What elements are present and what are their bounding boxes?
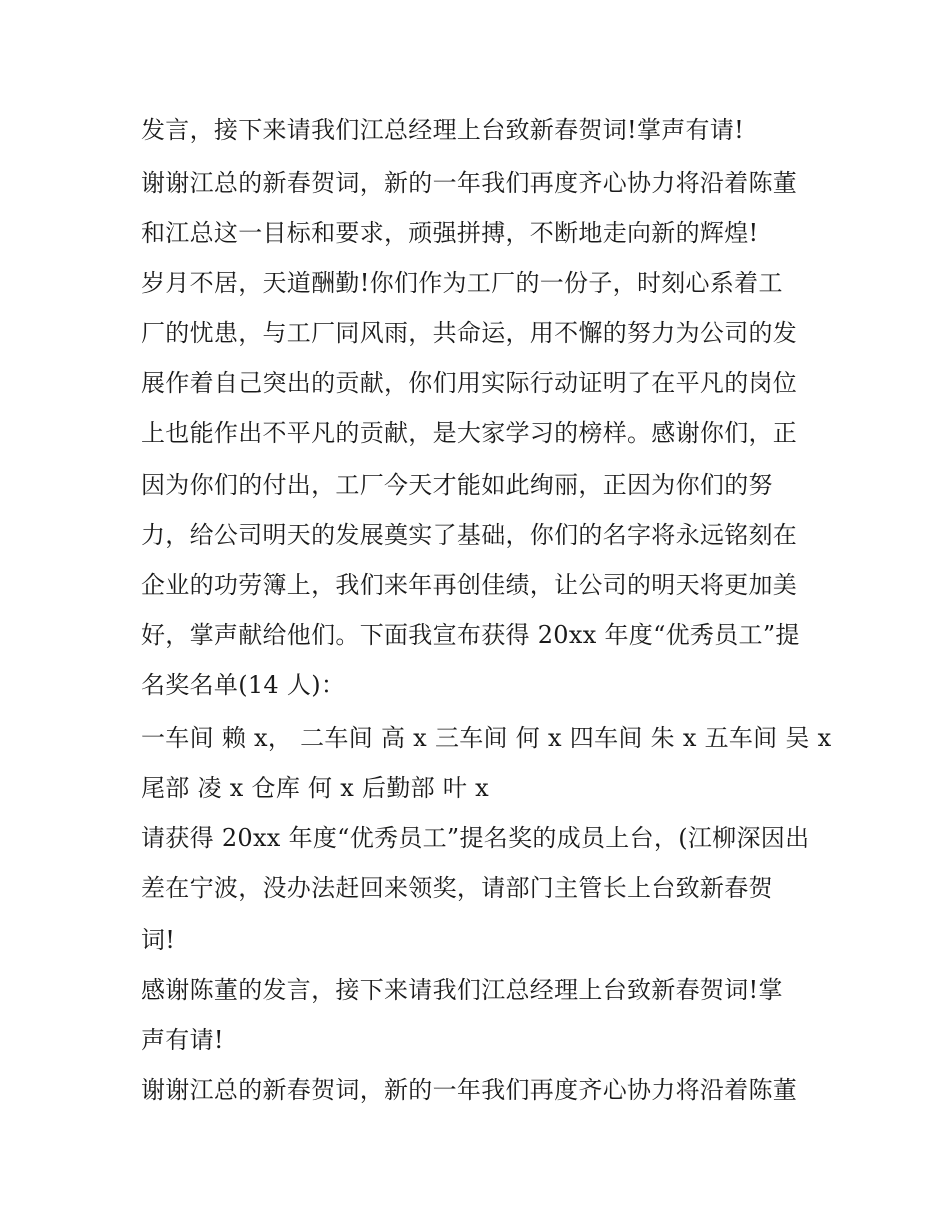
text-line: 上也能作出不平凡的贡献，是大家学习的榜样。感谢你们，正: [141, 419, 798, 447]
text-line: 差在宁波，没办法赶回来领奖，请部门主管长上台致新春贺: [141, 874, 773, 902]
text-line: 好，掌声献给他们。下面我宣布获得 20xx 年度“优秀员工”提: [141, 621, 800, 649]
text-line: 因为你们的付出，工厂今天才能如此绚丽，正因为你们的努: [141, 471, 773, 499]
text-line: 发言，接下来请我们江总经理上台致新春贺词!掌声有请!: [141, 116, 745, 144]
text-line: 词!: [141, 926, 176, 954]
text-line: 展作着自己突出的贡献，你们用实际行动证明了在平凡的岗位: [141, 369, 798, 397]
text-line: 尾部 凌 x 仓库 何 x 后勤部 叶 x: [141, 774, 489, 802]
text-line: 谢谢江总的新春贺词，新的一年我们再度齐心协力将沿着陈董: [141, 1076, 798, 1104]
text-line: 请获得 20xx 年度“优秀员工”提名奖的成员上台，(江柳深因出: [141, 824, 810, 852]
text-line: 谢谢江总的新春贺词，新的一年我们再度齐心协力将沿着陈董: [141, 169, 798, 197]
text-line: 企业的功劳簿上，我们来年再创佳绩，让公司的明天将更加美: [141, 571, 798, 599]
text-line: 岁月不居，天道酬勤!你们作为工厂的一份子，时刻心系着工: [141, 269, 783, 297]
text-line: 和江总这一目标和要求，顽强拼搏，不断地走向新的辉煌!: [141, 219, 759, 247]
text-line: 声有请!: [141, 1026, 224, 1054]
text-line: 力，给公司明天的发展奠实了基础，你们的名字将永远铭刻在: [141, 521, 798, 549]
text-line: 名奖名单(14 人)：: [141, 671, 346, 699]
text-line: 感谢陈董的发言，接下来请我们江总经理上台致新春贺词!掌: [141, 976, 783, 1004]
text-line: 厂的忧患，与工厂同风雨，共命运，用不懈的努力为公司的发: [141, 319, 798, 347]
text-line: 一车间 赖 x， 二车间 高 x 三车间 何 x 四车间 朱 x 五车间 吴 x: [141, 724, 832, 752]
